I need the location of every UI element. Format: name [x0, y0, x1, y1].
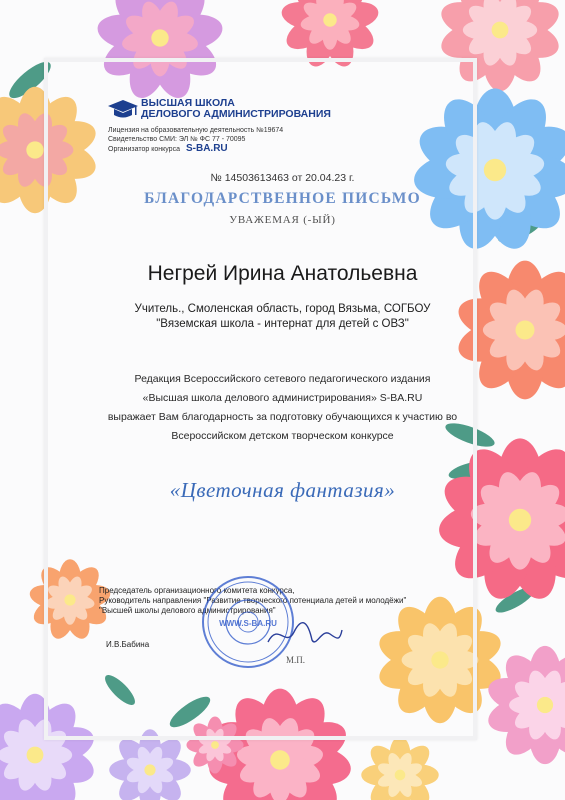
- document-number: № 14503613463 от 20.04.23 г.: [210, 172, 355, 184]
- document-title: БЛАГОДАРСТВЕННОЕ ПИСЬМО: [144, 190, 421, 207]
- signature-line-3: "Высшей школы делового администрирования": [99, 606, 276, 615]
- body-line-4: Всероссийском детском творческом конкурсе: [171, 430, 394, 442]
- paper-flower: [361, 736, 439, 800]
- greeting: УВАЖЕМАЯ (-ЫЙ): [229, 214, 336, 226]
- signature-line-2: Руководитель направления "Развитие творческого потенциала детей и молодёжи": [99, 596, 407, 605]
- recipient-role-line-2: "Вяземская школа - интернат для детей с ОВЗ": [156, 318, 409, 330]
- contest-name: «Цветочная фантазия»: [169, 478, 396, 502]
- recipient-name: Негрей Ирина Анатольевна: [147, 262, 418, 285]
- paper-flower: [484, 646, 565, 764]
- organizer-line: [108, 145, 228, 154]
- handwritten-signature: [264, 618, 344, 652]
- license-line: Лицензия на образовательную деятельность №19674: [108, 127, 284, 134]
- stamp-text: WWW.S-BA.RU: [219, 619, 277, 628]
- logo-line-1: ВЫСШАЯ ШКОЛА: [141, 97, 235, 109]
- media-certificate-line: Свидетельство СМИ: ЭЛ № ФС 77 - 70095: [108, 136, 246, 143]
- body-line-2: «Высшая школа делового администрирования» S-BA.RU: [142, 392, 423, 404]
- recipient-role-line-1: Учитель., Смоленская область, город Вязьма, СОГБОУ: [134, 303, 431, 315]
- signer-name: И.В.Бабина: [106, 640, 150, 649]
- logo-line-2: ДЕЛОВОГО АДМИНИСТРИРОВАНИЯ: [141, 108, 331, 120]
- organizer-brand: S-BA.RU: [185, 143, 228, 154]
- stamp-place-label: М.П.: [286, 655, 306, 665]
- signature-line-1: Председатель организационного комитета конкурса,: [99, 586, 295, 595]
- organizer-label: Организатор конкурса: [108, 146, 180, 153]
- body-line-1: Редакция Всероссийского сетевого педагогического издания: [134, 373, 431, 385]
- graduation-cap-icon: [108, 98, 138, 120]
- body-line-3: выражает Вам благодарность за подготовку обучающихся к участию во: [107, 411, 458, 423]
